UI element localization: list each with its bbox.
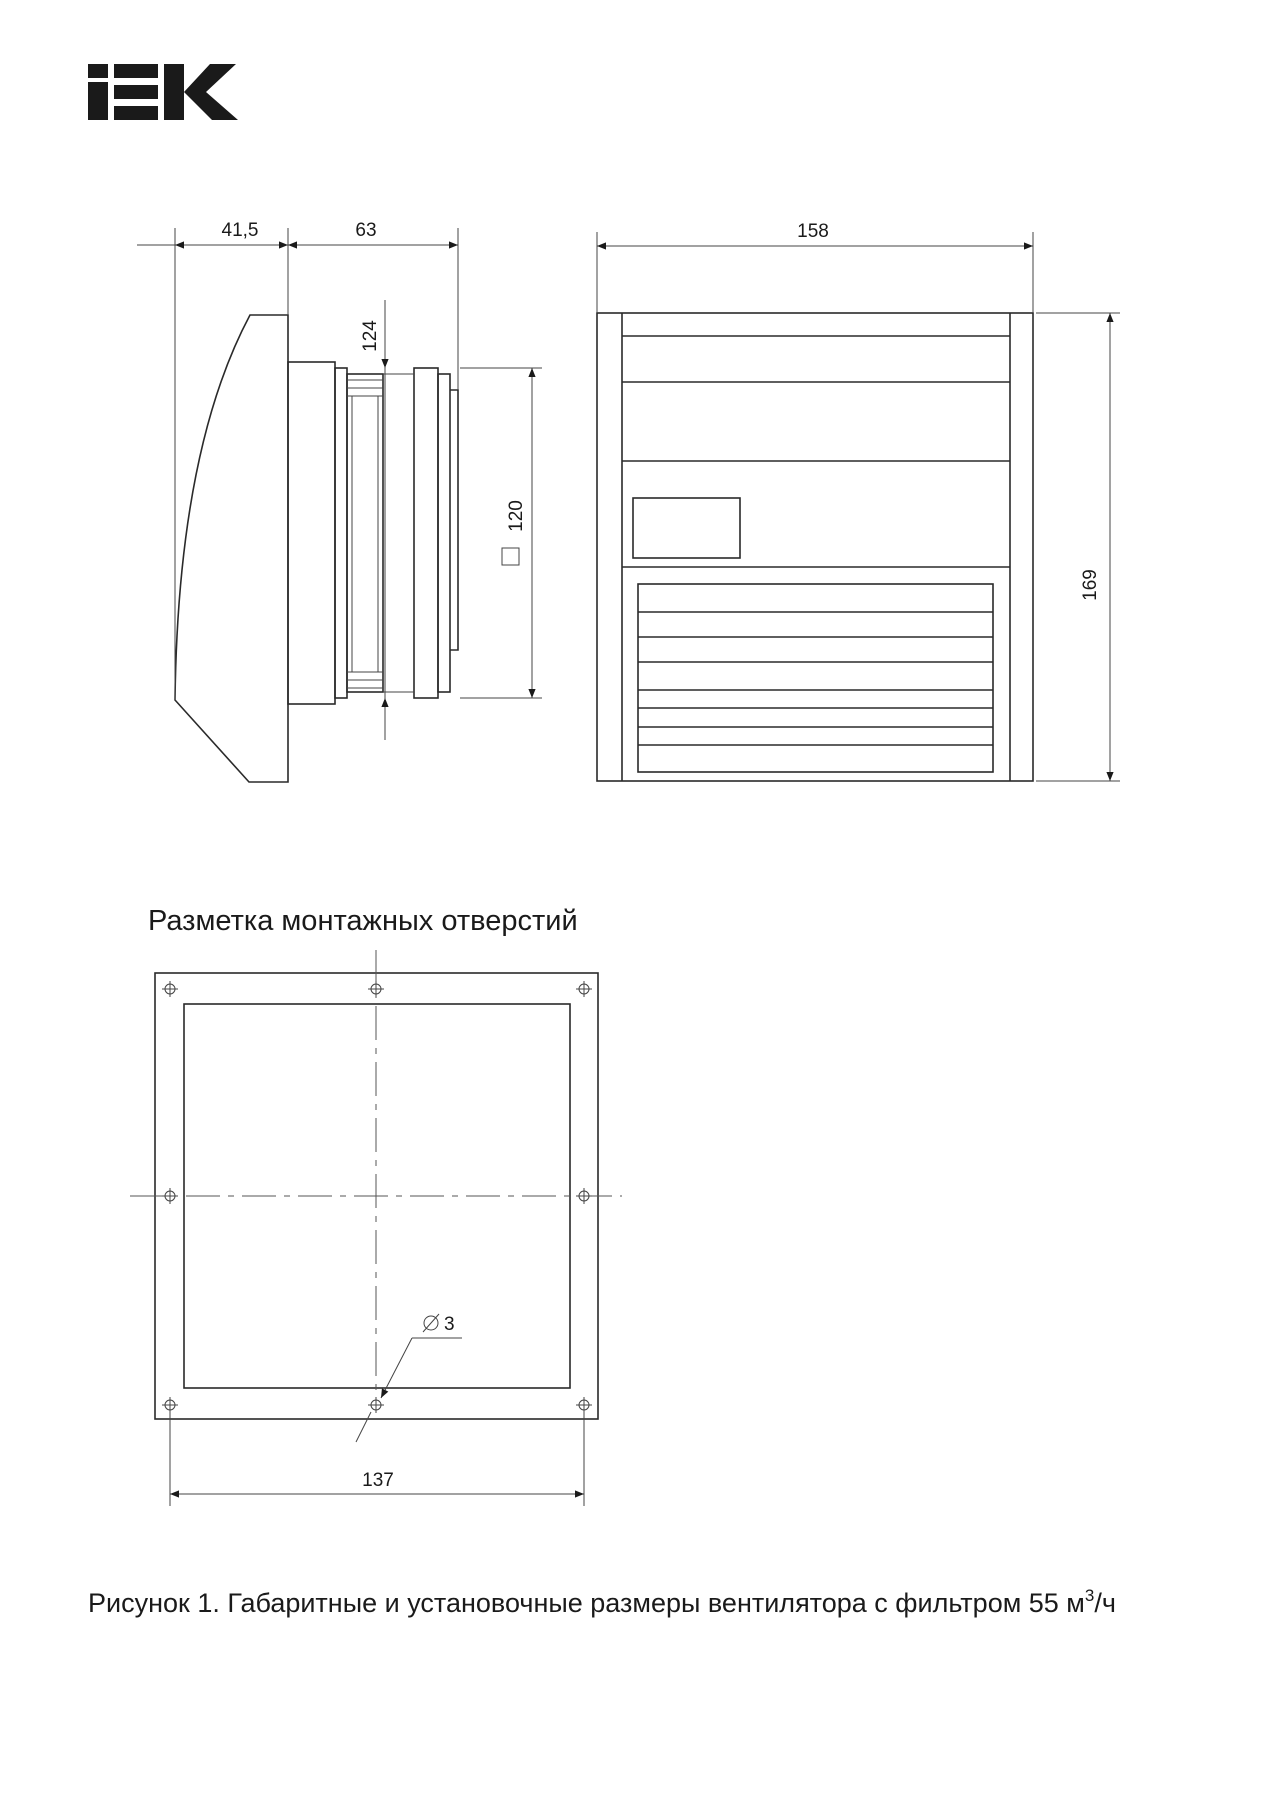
caption-superscript: 3: [1084, 1586, 1095, 1605]
side-flange: [288, 362, 335, 704]
side-rear-plate: [414, 368, 438, 698]
front-view: [597, 221, 1120, 781]
side-view: [137, 220, 542, 782]
mounting-holes: [162, 981, 592, 1413]
square-symbol: [502, 548, 519, 565]
side-cover-outline: [175, 315, 288, 782]
mounting-hole: [162, 1188, 178, 1204]
front-outline: [597, 313, 1033, 781]
mounting-hole: [162, 1397, 178, 1413]
dim-depth-body: 63: [355, 220, 377, 241]
iek-logo: [88, 64, 238, 120]
caption-main: Рисунок 1. Габаритные и установочные размеры вентилятора с фильтром 55 м: [88, 1588, 1085, 1618]
mounting-hole: [162, 981, 178, 997]
mounting-hole: [576, 981, 592, 997]
mounting-hole: [368, 981, 384, 997]
dim-fan-height: 124: [360, 320, 381, 352]
dim-width: 158: [797, 221, 829, 242]
figure-caption: [88, 1586, 1116, 1618]
caption-suffix: /ч: [1094, 1588, 1116, 1618]
dim-depth-front: 41,5: [221, 220, 259, 241]
dim-hole-spacing: 137: [362, 1470, 394, 1491]
mounting-hole: [576, 1188, 592, 1204]
mounting-title: Разметка монтажных отверстий: [148, 905, 578, 937]
dim-cutout-square: 120: [506, 500, 527, 532]
mounting-layout: [130, 950, 622, 1506]
dim-height: 169: [1080, 569, 1101, 601]
dim-hole-diameter: 3: [444, 1314, 455, 1335]
mounting-hole: [576, 1397, 592, 1413]
mounting-hole: [368, 1397, 384, 1413]
label-plate: [633, 498, 740, 558]
